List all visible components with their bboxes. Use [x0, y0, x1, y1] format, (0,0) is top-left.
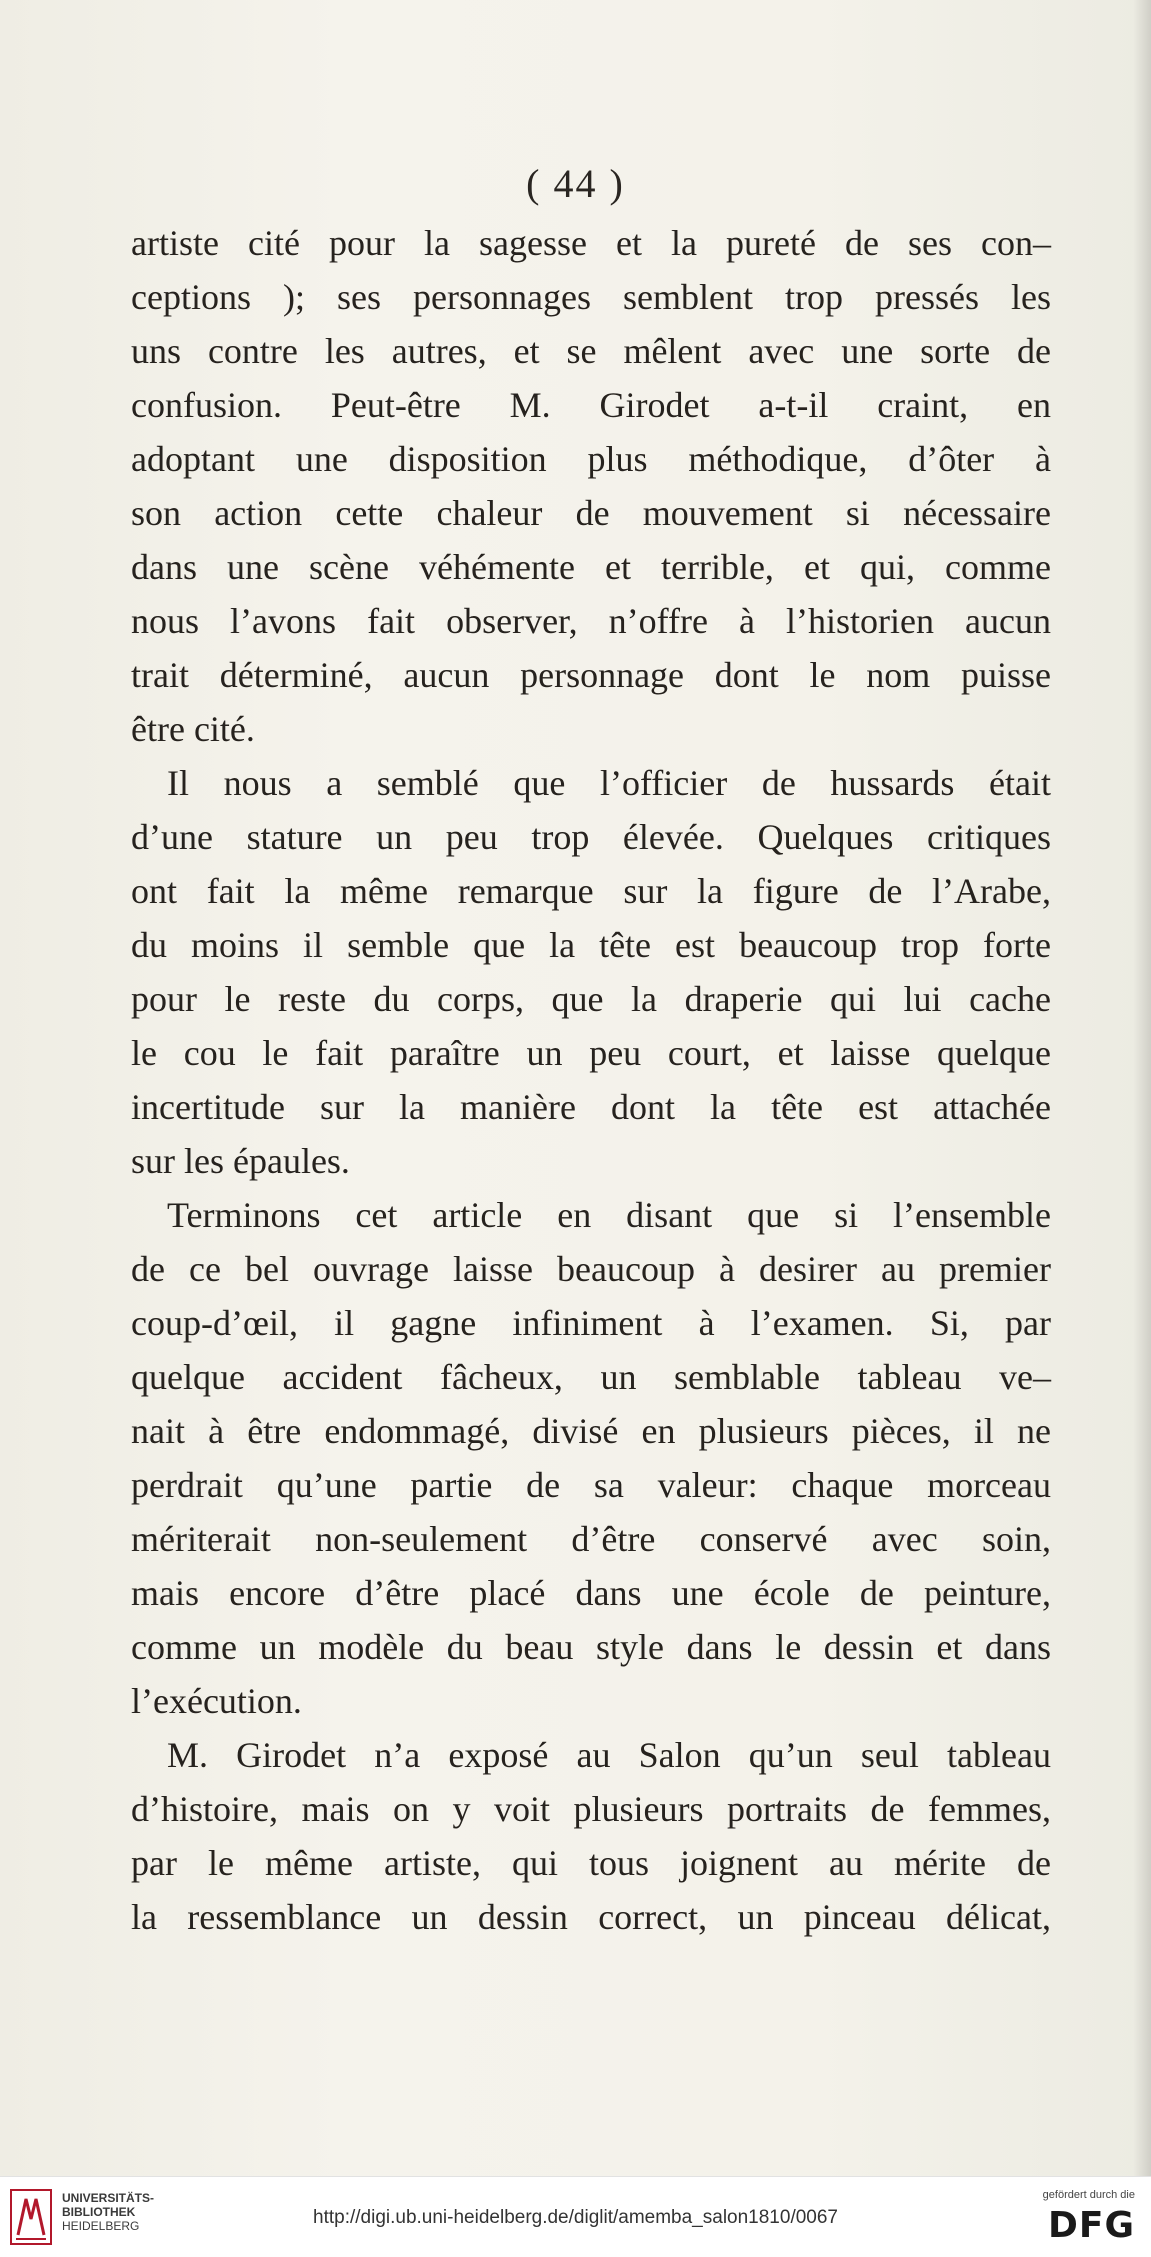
text-line: trait déterminé, aucun personnage dont le nom puisse [131, 655, 1051, 695]
page-number: ( 44 ) [526, 161, 625, 206]
text-line: coup-d’œil, il gagne infiniment à l’examen. Si, par [131, 1303, 1051, 1343]
text-line: dans une scène véhémente et terrible, et qui, comme [131, 547, 1051, 587]
text-line: confusion. Peut-être M. Girodet a-t-il craint, en [131, 385, 1051, 425]
text-line: de ce bel ouvrage laisse beaucoup à desirer au premier [131, 1249, 1051, 1289]
text-line: uns contre les autres, et se mêlent avec une sorte de [131, 331, 1051, 371]
text-line: par le même artiste, qui tous joignent au mérite de [131, 1843, 1051, 1883]
text-line: nous l’avons fait observer, n’offre à l’historien aucun [131, 601, 1051, 641]
text-line: Il nous a semblé que l’officier de hussards était [167, 763, 1051, 803]
text-line: M. Girodet n’a exposé au Salon qu’un seul tableau [167, 1735, 1051, 1775]
text-line: d’histoire, mais on y voit plusieurs portraits de femmes, [131, 1789, 1051, 1829]
viewer-footer [0, 2176, 1151, 2257]
text-line: perdrait qu’une partie de sa valeur: chaque morceau [131, 1465, 1051, 1505]
text-line: son action cette chaleur de mouvement si nécessaire [131, 493, 1051, 533]
text-line: ceptions ); ses personnages semblent trop pressés les [131, 277, 1051, 317]
dfg-logo: DFG [1047, 2205, 1135, 2246]
text-line: du moins il semble que la tête est beaucoup trop forte [131, 925, 1051, 965]
text-line: nait à être endommagé, divisé en plusieurs pièces, il ne [131, 1411, 1051, 1451]
text-line: l’exécution. [131, 1681, 302, 1721]
funder-label: gefördert durch die [1042, 2189, 1135, 2201]
page-edge-shadow [1133, 0, 1151, 2176]
text-line: pour le reste du corps, que la draperie qui lui cache [131, 979, 1051, 1019]
text-line: quelque accident fâcheux, un semblable tableau ve– [131, 1357, 1051, 1397]
institution-line-1: UNIVERSITÄTS- [62, 2191, 155, 2205]
institution-line-2: BIBLIOTHEK [62, 2205, 136, 2219]
text-line: adoptant une disposition plus méthodique, d’ôter à [131, 439, 1051, 479]
text-line: mériterait non-seulement d’être conservé avec soin, [131, 1519, 1051, 1559]
text-line: ont fait la même remarque sur la figure de l’Arabe, [131, 871, 1051, 911]
institution-line-3: HEIDELBERG [62, 2219, 140, 2233]
permalink-url[interactable]: http://digi.ub.uni-heidelberg.de/diglit/amemba_salon1810/0067 [313, 2207, 838, 2228]
text-line: mais encore d’être placé dans une école de peinture, [131, 1573, 1051, 1613]
text-line: artiste cité pour la sagesse et la pureté de ses con– [131, 223, 1051, 263]
text-line: comme un modèle du beau style dans le dessin et dans [131, 1627, 1051, 1667]
text-line: la ressemblance un dessin correct, un pinceau délicat, [131, 1897, 1051, 1937]
text-line: d’une stature un peu trop élevée. Quelques critiques [131, 817, 1051, 857]
text-line: Terminons cet article en disant que si l’ensemble [167, 1195, 1051, 1235]
text-line: le cou le fait paraître un peu court, et laisse quelque [131, 1033, 1051, 1073]
body-text [131, 216, 1051, 1944]
text-line: sur les épaules. [131, 1141, 350, 1181]
text-line: incertitude sur la manière dont la tête est attachée [131, 1087, 1051, 1127]
text-line: être cité. [131, 709, 255, 749]
